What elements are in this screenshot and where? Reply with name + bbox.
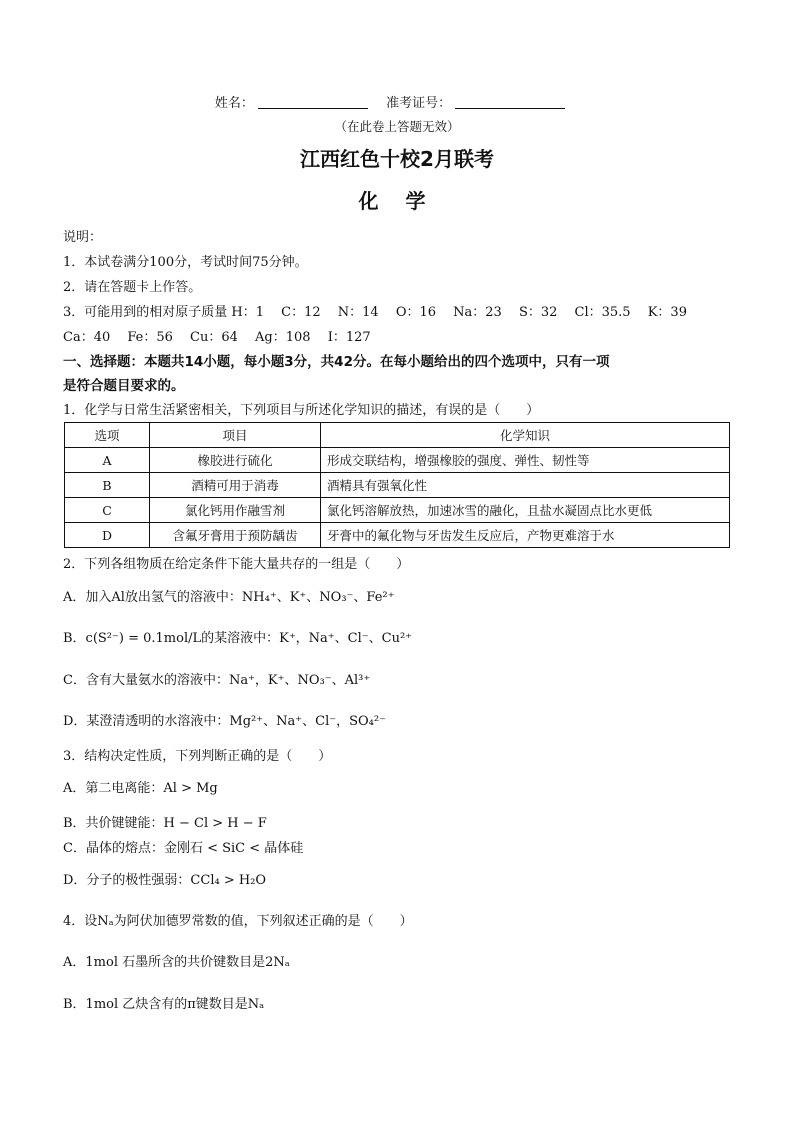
name-label: 姓名：: [214, 96, 254, 111]
option-cell: B: [65, 473, 150, 498]
table-header-cell: 化学知识: [321, 423, 730, 448]
option-cell: C: [65, 498, 150, 523]
table-header-cell: 选项: [65, 423, 150, 448]
question-3-option-c: C．晶体的熔点：金刚石 < SiC < 晶体硅: [63, 841, 304, 856]
subject-title: 化 学: [358, 189, 436, 213]
question-3-stem: 3．结构决定性质，下列判断正确的是（ ）: [63, 749, 332, 764]
section-heading-cont: 是符合题目要求的。: [63, 378, 185, 394]
question-1-stem: 1．化学与日常生活紧密相关，下列项目与所述化学知识的描述，有误的是（ ）: [63, 403, 540, 418]
table-row: [65, 473, 730, 498]
candidate-info: [0, 92, 794, 111]
question-4-option-a: A．1mol 石墨所含的共价键数目是2Nₐ: [63, 955, 290, 970]
question-4-stem: 4．设Nₐ为阿伏加德罗常数的值，下列叙述正确的是（ ）: [63, 914, 413, 929]
instruction-item: 1．本试卷满分100分，考试时间75分钟。: [63, 255, 308, 270]
item-cell: 酒精可用于消毒: [150, 473, 321, 498]
table-row: [65, 498, 730, 523]
question-2-option-a: A．加入Al放出氢气的溶液中：NH₄⁺、K⁺、NO₃⁻、Fe²⁺: [63, 590, 395, 605]
invalid-answer-note: （在此卷上答题无效）: [334, 119, 460, 134]
knowledge-cell: 酒精具有强氧化性: [321, 473, 730, 498]
knowledge-cell: 形成交联结构，增强橡胶的强度、弹性、韧性等: [321, 448, 730, 473]
option-cell: A: [65, 448, 150, 473]
exam-id-label: 准考证号：: [386, 96, 452, 111]
table-row: [65, 523, 730, 548]
item-cell: 橡胶进行硫化: [150, 448, 321, 473]
question-2-option-b: B．c(S²⁻) = 0.1mol/L的某溶液中：K⁺，Na⁺、Cl⁻、Cu²⁺: [63, 631, 413, 646]
instructions-heading: 说明：: [63, 230, 103, 245]
name-blank[interactable]: [258, 95, 368, 109]
knowledge-cell: 氯化钙溶解放热，加速冰雪的融化，且盐水凝固点比水更低: [321, 498, 730, 523]
item-cell: 氯化钙用作融雪剂: [150, 498, 321, 523]
option-cell: D: [65, 523, 150, 548]
question-3-option-b: B．共价键键能：H − Cl > H − F: [63, 816, 267, 831]
question-2-stem: 2．下列各组物质在给定条件下能大量共存的一组是（ ）: [63, 557, 410, 572]
question-1-table: [64, 422, 730, 548]
exam-title: 江西红色十校2月联考: [300, 147, 494, 171]
section-heading: 一、选择题：本题共14小题，每小题3分，共42分。在每小题给出的四个选项中，只有一项: [63, 354, 610, 370]
question-3-option-a: A．第二电离能：Al > Mg: [63, 781, 218, 796]
exam-id-blank[interactable]: [455, 95, 565, 109]
instruction-item: 3．可能用到的相对原子质量 H：1 C：12 N：14 O：16 Na：23 S：32 Cl：35.5 K：39: [63, 305, 687, 320]
question-2-option-d: D．某澄清透明的水溶液中：Mg²⁺、Na⁺、Cl⁻，SO₄²⁻: [63, 714, 386, 729]
question-4-option-b: B．1mol 乙炔含有的π键数目是Nₐ: [63, 997, 265, 1012]
table-header-cell: 项目: [150, 423, 321, 448]
instruction-item: Ca：40 Fe：56 Cu：64 Ag：108 I：127: [63, 330, 371, 345]
question-2-option-c: C．含有大量氨水的溶液中：Na⁺，K⁺、NO₃⁻、Al³⁺: [63, 673, 371, 688]
question-3-option-d: D．分子的极性强弱：CCl₄ > H₂O: [63, 873, 267, 888]
item-cell: 含氟牙膏用于预防龋齿: [150, 523, 321, 548]
instruction-item: 2．请在答题卡上作答。: [63, 280, 202, 295]
knowledge-cell: 牙膏中的氟化物与牙齿发生反应后，产物更难溶于水: [321, 523, 730, 548]
table-header-row: [65, 423, 730, 448]
table-row: [65, 448, 730, 473]
